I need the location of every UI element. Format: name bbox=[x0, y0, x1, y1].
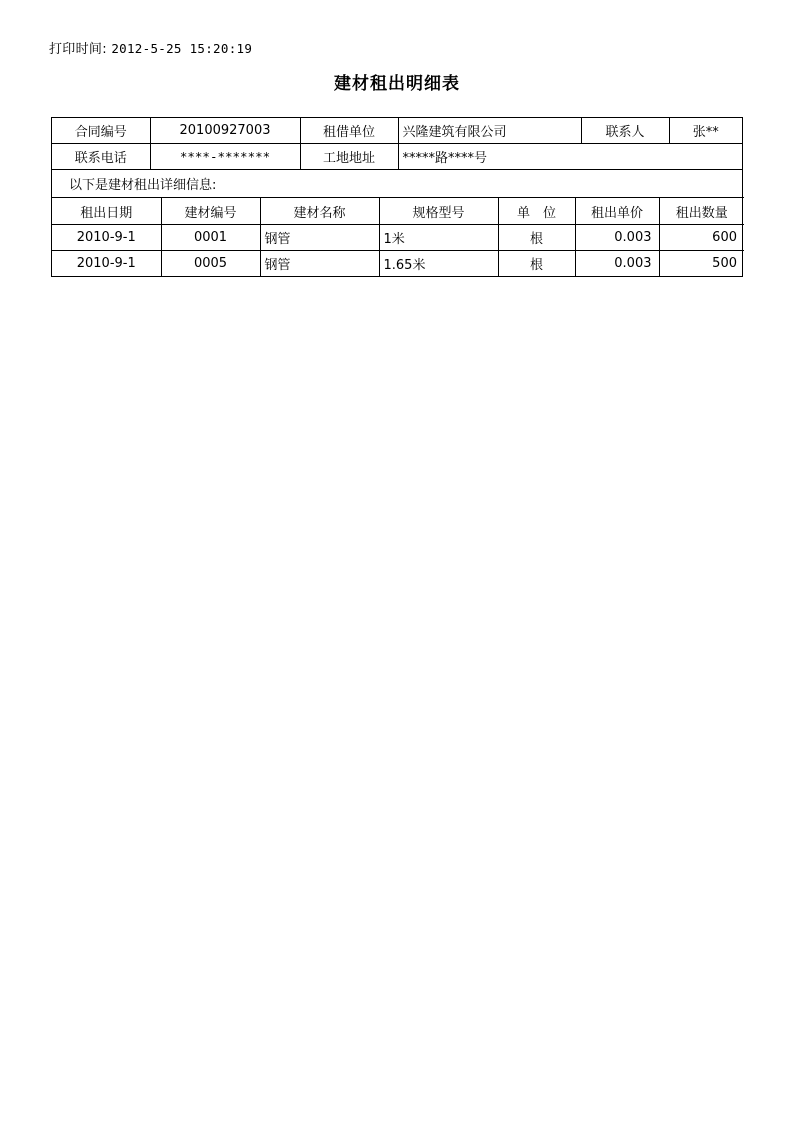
rental-items-table bbox=[52, 197, 744, 276]
rent-date-cell: 2010-9-1 bbox=[52, 251, 161, 277]
site-label: 工地地址 bbox=[300, 144, 398, 170]
print-time-value: 2012-5-25 15:20:19 bbox=[111, 41, 253, 56]
renter-value: 兴隆建筑有限公司 bbox=[398, 118, 581, 144]
column-header: 租出数量 bbox=[659, 198, 744, 225]
column-header: 租出单价 bbox=[575, 198, 659, 225]
quantity-cell: 500 bbox=[659, 251, 744, 277]
detail-note-row bbox=[52, 170, 742, 198]
unit-price-cell: 0.003 bbox=[575, 251, 659, 277]
contact-label: 联系人 bbox=[581, 118, 669, 144]
quantity-cell: 600 bbox=[659, 225, 744, 251]
unit-price-cell: 0.003 bbox=[575, 225, 659, 251]
material-code-cell: 0001 bbox=[161, 225, 260, 251]
spec-cell: 1.65米 bbox=[379, 251, 498, 277]
table-row bbox=[52, 251, 744, 277]
contract-info-table bbox=[52, 118, 742, 169]
material-name-cell: 钢管 bbox=[260, 251, 379, 277]
contract-row-1 bbox=[52, 118, 742, 144]
contract-no-label: 合同编号 bbox=[52, 118, 150, 144]
column-header: 租出日期 bbox=[52, 198, 161, 225]
phone-value: ****-******* bbox=[150, 144, 300, 170]
column-header: 建材名称 bbox=[260, 198, 379, 225]
column-header: 规格型号 bbox=[379, 198, 498, 225]
column-header: 单 位 bbox=[498, 198, 575, 225]
unit-cell: 根 bbox=[498, 225, 575, 251]
detail-note: 以下是建材租出详细信息: bbox=[52, 170, 742, 198]
renter-label: 租借单位 bbox=[300, 118, 398, 144]
phone-label: 联系电话 bbox=[52, 144, 150, 170]
page-title: 建材租出明细表 bbox=[334, 74, 460, 94]
detail-note-table bbox=[52, 169, 742, 197]
material-code-cell: 0005 bbox=[161, 251, 260, 277]
rental-detail-sheet bbox=[51, 117, 743, 277]
contract-row-2 bbox=[52, 144, 742, 170]
table-row bbox=[52, 225, 744, 251]
unit-cell: 根 bbox=[498, 251, 575, 277]
rent-date-cell: 2010-9-1 bbox=[52, 225, 161, 251]
column-header: 建材编号 bbox=[161, 198, 260, 225]
material-name-cell: 钢管 bbox=[260, 225, 379, 251]
spec-cell: 1米 bbox=[379, 225, 498, 251]
contract-no-value: 20100927003 bbox=[150, 118, 300, 144]
contact-value: 张** bbox=[669, 118, 742, 144]
table-header-row bbox=[52, 198, 744, 225]
print-time-label: 打印时间: bbox=[49, 42, 107, 57]
print-time bbox=[49, 38, 252, 57]
site-value: *****路****号 bbox=[398, 144, 742, 170]
